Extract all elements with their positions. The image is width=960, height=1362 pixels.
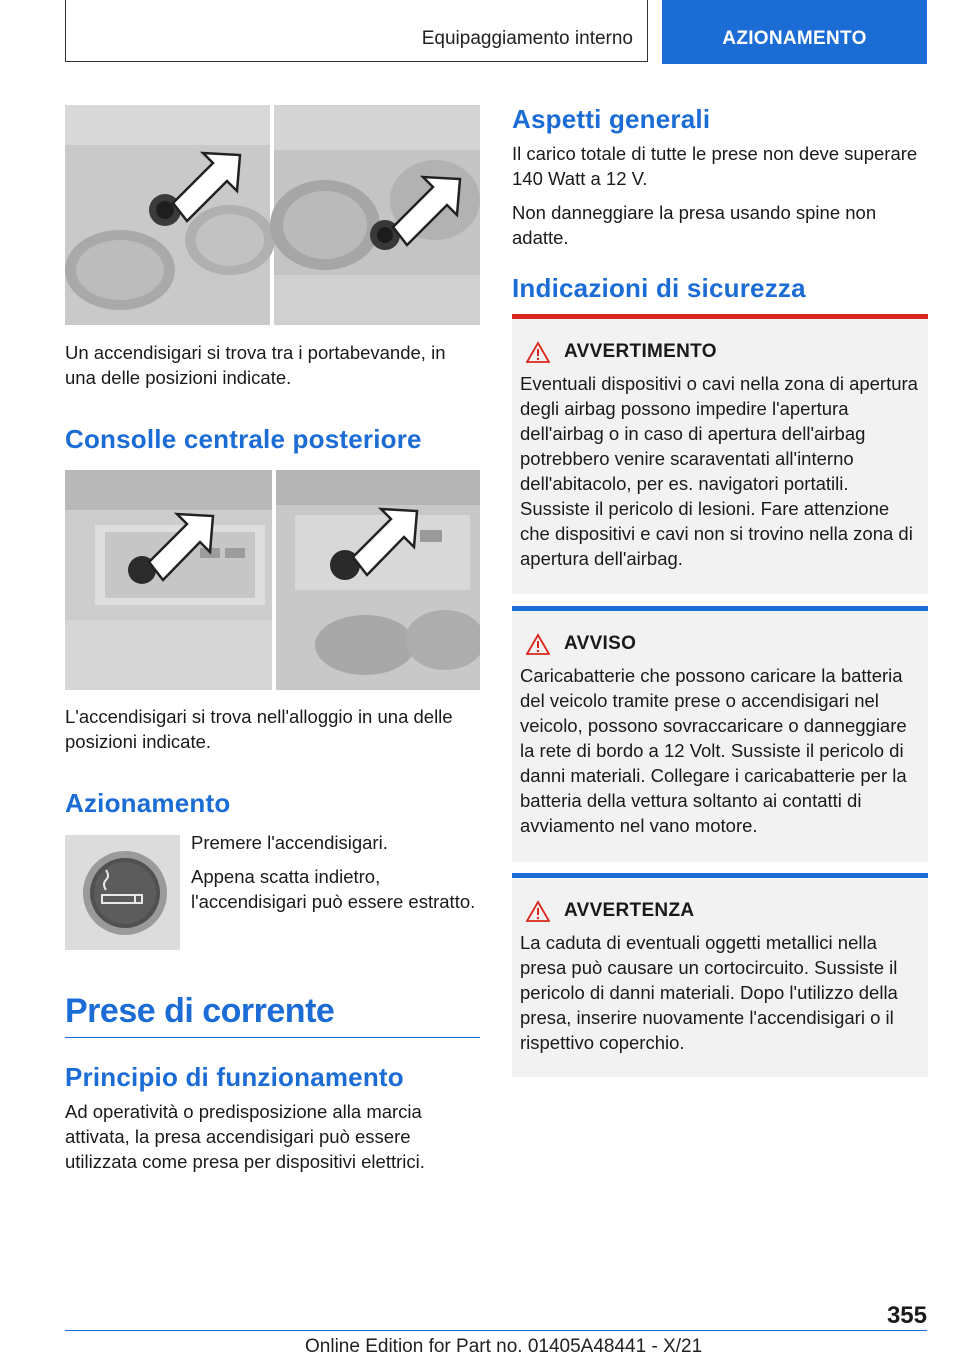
lighter-photo	[65, 835, 180, 950]
warning-title: AVVERTIMENTO	[564, 341, 717, 362]
heading-principle: Principio di funzionamento	[65, 1062, 404, 1092]
footer-divider	[65, 1330, 927, 1331]
note-title-row	[520, 900, 920, 922]
operation-step-1: Premere l'accendisigari.	[191, 832, 388, 853]
notice-box-chargers	[512, 606, 928, 862]
chapter-title: AZIONAMENTO	[722, 28, 867, 49]
heading-safety: Indicazioni di sicurezza	[512, 273, 806, 303]
caption-front: Un accendisigari si trova tra i portabevande, in una delle posizioni indicate.	[65, 342, 446, 388]
notice-title-row	[520, 633, 920, 655]
edition-footer: Online Edition for Part no. 01405A48441 - X/21	[305, 1336, 703, 1357]
warning-triangle-icon	[526, 633, 550, 655]
principle-text: Ad operatività o predisposizione alla marcia attivata, la presa accendisigari può essere utilizzata come presa per dispositivi elettrici.	[65, 1101, 425, 1172]
warning-triangle-icon	[526, 341, 550, 363]
front-console-photo	[65, 105, 480, 325]
warning-title-row	[520, 341, 920, 363]
section-title: Equipaggiamento interno	[421, 28, 633, 49]
chapter-tab	[662, 0, 927, 64]
operation-step-2: Appena scatta indietro, l'accendisigari può essere estratto.	[191, 866, 476, 912]
general-text-1: Il carico totale di tutte le prese non deve superare 140 Watt a 12 V.	[512, 143, 918, 189]
caption-rear: L'accendisigari si trova nell'alloggio in una delle posizioni indicate.	[65, 706, 453, 752]
warning-text: Eventuali dispositivi o cavi nella zona di apertura degli airbag possono impedire l'apertura dell'airbag o in caso di apertura dell'airbag potrebbero venire scaraventati all'interno dell'abitacolo, per es. navigatori portatili. Sussiste il pericolo di lesioni. Fare attenzione che dispositivi e cavi non si trovino nella zona di apertura dell'airbag.	[520, 373, 918, 569]
warning-box-airbag	[512, 314, 928, 594]
warning-triangle-icon	[526, 900, 550, 922]
notice-text: Caricabatterie che possono caricare la batteria del veicolo tramite prese o accendisigari nel veicolo, possono sovraccaricare o danneggiare la rete di bordo a 12 Volt. Sussiste il pericolo di danni materiali. Collegare i caricabatterie per la batteria della vettura soltanto ai contatti di avviamento nel vano motore.	[520, 665, 907, 836]
notice-title: AVVISO	[564, 633, 637, 654]
title-power-sockets: Prese di corrente	[65, 992, 335, 1030]
page-header	[65, 0, 927, 64]
note-text: La caduta di eventuali oggetti metallici nella presa può causare un cortocircuito. Sussiste il pericolo di danni materiali. Dopo l'utilizzo della presa, inserire nuovamente l'accendisigari o il rispettivo coperchio.	[520, 932, 898, 1053]
heading-operation: Azionamento	[65, 788, 231, 818]
section-tab	[65, 0, 648, 62]
note-box-short-circuit	[512, 873, 928, 1077]
page-number: 355	[886, 1302, 927, 1329]
heading-general: Aspetti generali	[512, 104, 711, 134]
heading-rear-console: Consolle centrale posteriore	[65, 424, 422, 454]
general-text-2: Non danneggiare la presa usando spine non adatte.	[512, 202, 877, 248]
note-title: AVVERTENZA	[564, 900, 695, 921]
rear-console-photo	[65, 470, 480, 690]
